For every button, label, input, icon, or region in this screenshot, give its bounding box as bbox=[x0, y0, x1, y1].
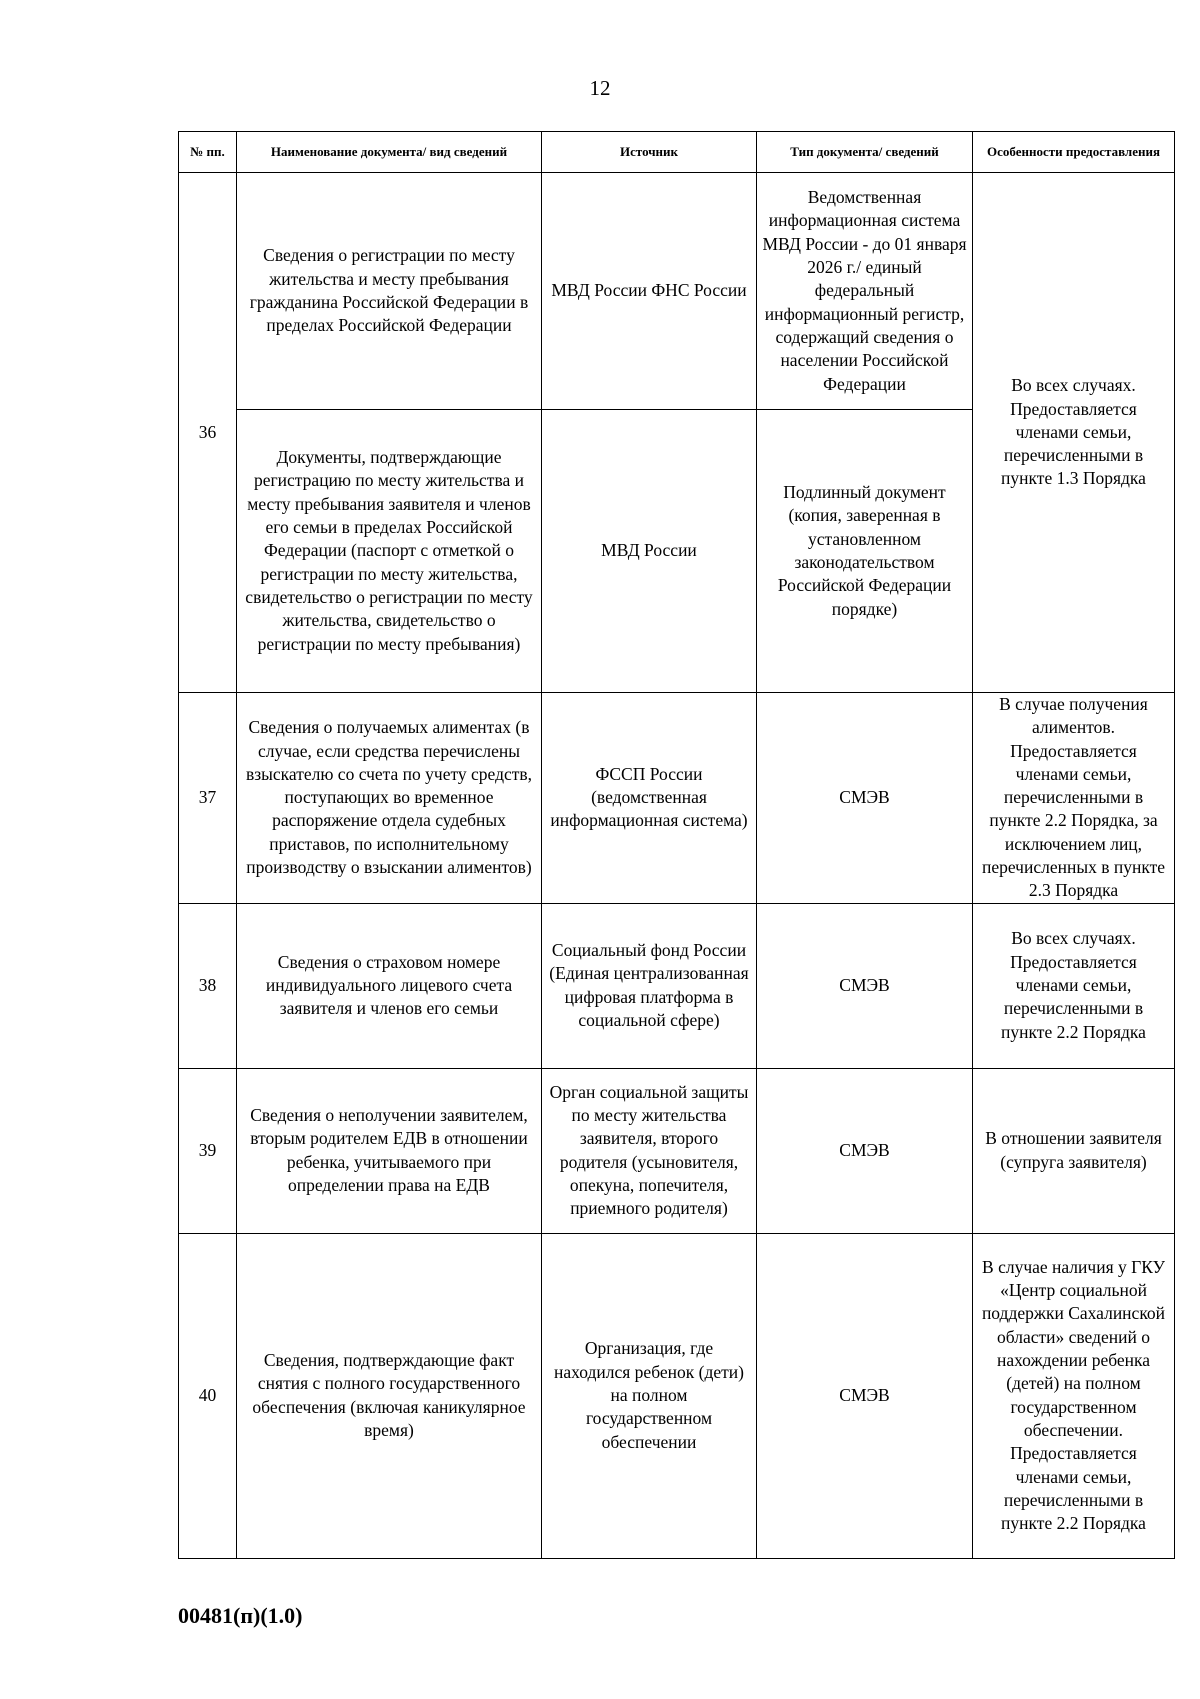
document-name: Сведения о регистрации по месту жительства и месту пребывания гражданина Российской Федерации в пределах Российской Федерации bbox=[237, 173, 542, 410]
document-name: Документы, подтверждающие регистрацию по месту жительства и месту пребывания заявителя и членов его семьи в пределах Российской Федерации (паспорт с отметкой о регистрации по месту жительства, свидетельство о регистрации по месту жительства, свидетельство о регистрации по месту пребывания) bbox=[237, 410, 542, 693]
row-number: 40 bbox=[179, 1233, 237, 1558]
table-row bbox=[179, 1233, 1175, 1558]
document-source: Орган социальной защиты по месту жительства заявителя, второго родителя (усыновителя, опекуна, попечителя, приемного родителя) bbox=[542, 1068, 757, 1233]
header-type: Тип документа/ сведений bbox=[757, 132, 973, 173]
document-source: МВД России ФНС России bbox=[542, 173, 757, 410]
document-type: СМЭВ bbox=[757, 1233, 973, 1558]
table-row bbox=[179, 693, 1175, 904]
document-name: Сведения о получаемых алиментах (в случае, если средства перечислены взыскателю со счета по учету средств, поступающих во временное распоряжение отдела судебных приставов, по исполнительному производству о взыскании алиментов) bbox=[237, 693, 542, 904]
document-source: Социальный фонд России (Единая централизованная цифровая платформа в социальной сфере) bbox=[542, 903, 757, 1068]
document-features: Во всех случаях. Предоставляется членами семьи, перечисленными в пункте 2.2 Порядка bbox=[973, 903, 1175, 1068]
document-name: Сведения о неполучении заявителем, вторым родителем ЕДВ в отношении ребенка, учитываемого при определении права на ЕДВ bbox=[237, 1068, 542, 1233]
document-features: В отношении заявителя (супруга заявителя) bbox=[973, 1068, 1175, 1233]
table-row bbox=[179, 173, 1175, 410]
document-type: СМЭВ bbox=[757, 1068, 973, 1233]
row-number: 37 bbox=[179, 693, 237, 904]
header-source: Источник bbox=[542, 132, 757, 173]
document-type: СМЭВ bbox=[757, 693, 973, 904]
row-number: 38 bbox=[179, 903, 237, 1068]
row-number: 36 bbox=[179, 173, 237, 693]
table-row bbox=[179, 903, 1175, 1068]
documents-table bbox=[178, 131, 1175, 1559]
document-type: Ведомственная информационная система МВД России - до 01 января 2026 г./ единый федеральный информационный регистр, содержащий сведения о населении Российской Федерации bbox=[757, 173, 973, 410]
header-features: Особенности предоставления bbox=[973, 132, 1175, 173]
document-features: В случае получения алиментов. Предоставляется членами семьи, перечисленными в пункте 2.2 Порядка, за исключением лиц, перечисленных в пункте 2.3 Порядка bbox=[973, 693, 1175, 904]
page-number: 12 bbox=[589, 76, 611, 100]
document-type: СМЭВ bbox=[757, 903, 973, 1068]
row-number: 39 bbox=[179, 1068, 237, 1233]
header-name: Наименование документа/ вид сведений bbox=[237, 132, 542, 173]
document-features: Во всех случаях. Предоставляется членами семьи, перечисленными в пункте 1.3 Порядка bbox=[973, 173, 1175, 693]
document-source: ФССП России (ведомственная информационная система) bbox=[542, 693, 757, 904]
document-code: 00481(п)(1.0) bbox=[178, 1603, 303, 1628]
document-source: Организация, где находился ребенок (дети) на полном государственном обеспечении bbox=[542, 1233, 757, 1558]
document-name: Сведения о страховом номере индивидуального лицевого счета заявителя и членов его семьи bbox=[237, 903, 542, 1068]
document-features: В случае наличия у ГКУ «Центр социальной поддержки Сахалинской области» сведений о нахождении ребенка (детей) на полном государственном обеспечении. Предоставляется членами семьи, перечисленными в пункте 2.2 Порядка bbox=[973, 1233, 1175, 1558]
header-num: № пп. bbox=[179, 132, 237, 173]
table-row bbox=[179, 1068, 1175, 1233]
document-type: Подлинный документ (копия, заверенная в установленном законодательством Российской Федерации порядке) bbox=[757, 410, 973, 693]
document-source: МВД России bbox=[542, 410, 757, 693]
table-header-row bbox=[179, 132, 1175, 173]
document-name: Сведения, подтверждающие факт снятия с полного государственного обеспечения (включая каникулярное время) bbox=[237, 1233, 542, 1558]
